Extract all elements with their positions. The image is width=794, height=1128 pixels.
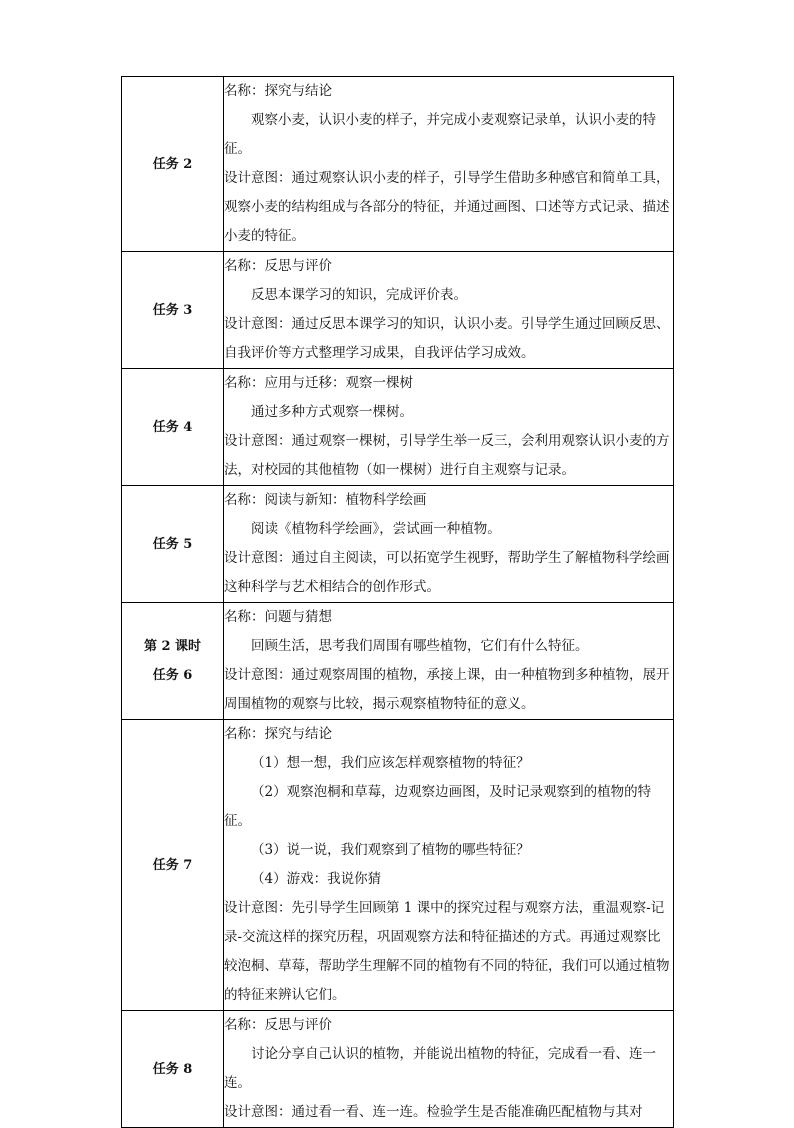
task-name: 名称：反思与评价 [224,258,332,274]
task-row [122,720,674,1011]
task-description: 讨论分享自己认识的植物，并能说出植物的特征，完成看一看、连一连。 [224,1046,656,1091]
design-intent: 设计意图：先引导学生回顾第 1 课中的探究过程与观察方法，重温观察-记录-交流这样的探究历程，巩固观察方法和特征描述的方式。再通过观察比较泡桐、草莓，帮助学生理解不同的植物有不同的特征，我们可以通过植物的特征来辨认它们。 [224,900,670,1003]
task-content-cell [224,369,674,486]
task-label: 任务 6 [152,668,193,683]
task-label-cell [122,603,224,720]
task-label-cell [122,369,224,486]
design-intent: 设计意图：通过看一看、连一连。检验学生是否能准确匹配植物与其对 [224,1104,643,1120]
task-label: 任务 2 [152,156,193,172]
task-label-cell [122,486,224,603]
task-description: 通过多种方式观察一棵树。 [251,404,413,420]
task-row [122,77,674,252]
task-label-cell [122,1011,224,1128]
design-intent: 设计意图：通过自主阅读，可以拓宽学生视野，帮助学生了解植物科学绘画这种科学与艺术相结合的创作形式。 [224,550,670,595]
task-name: 名称：应用与迁移：观察一棵树 [224,375,413,391]
task-content-cell [224,603,674,720]
task-label-cell [122,252,224,369]
task-name: 名称：探究与结论 [224,726,332,742]
task-row [122,603,674,720]
task-label: 任务 4 [152,419,193,435]
task-label-cell [122,77,224,252]
task-label: 任务 3 [152,302,193,318]
task-row [122,486,674,603]
task-description: （3）说一说，我们观察到了植物的哪些特征？ [251,842,530,858]
design-intent: 设计意图：通过观察一棵树，引导学生举一反三，会利用观察认识小麦的方法，对校园的其他植物（如一棵树）进行自主观察与记录。 [224,433,670,478]
task-description: 反思本课学习的知识，完成评价表。 [251,287,467,303]
task-label-cell [122,720,224,1011]
task-name: 名称：阅读与新知：植物科学绘画 [224,492,427,508]
task-content-cell [224,1011,674,1128]
task-description: 阅读《植物科学绘画》，尝试画一种植物。 [251,521,501,537]
task-content-cell [224,77,674,252]
task-label: 任务 5 [152,536,193,552]
task-label: 任务 7 [152,857,193,873]
task-description: （4）游戏：我说你猜 [251,871,382,887]
design-intent: 设计意图：通过观察周围的植物，承接上课，由一种植物到多种植物，展开周围植物的观察与比较，揭示观察植物特征的意义。 [224,667,670,712]
task-row [122,369,674,486]
task-content-cell [224,252,674,369]
design-intent: 设计意图：通过观察认识小麦的样子，引导学生借助多种感官和简单工具，观察小麦的结构组成与各部分的特征，并通过画图、口述等方式记录、描述小麦的特征。 [224,170,670,244]
task-description: 回顾生活，思考我们周围有哪些植物，它们有什么特征。 [251,638,589,654]
task-name: 名称：问题与猜想 [224,609,332,625]
task-description: 观察小麦，认识小麦的样子，并完成小麦观察记录单，认识小麦的特征。 [224,112,656,157]
lesson-task-table [121,76,674,1128]
task-content-cell [224,486,674,603]
task-row [122,252,674,369]
task-content-cell [224,720,674,1011]
task-label: 第 2 课时 [143,639,202,654]
task-name: 名称：探究与结论 [224,83,332,99]
task-name: 名称：反思与评价 [224,1017,332,1033]
task-label: 任务 8 [152,1061,193,1077]
task-description: （1）想一想，我们应该怎样观察植物的特征？ [251,755,530,771]
task-description: （2）观察泡桐和草莓，边观察边画图，及时记录观察到的植物的特征。 [224,784,652,829]
task-row [122,1011,674,1128]
design-intent: 设计意图：通过反思本课学习的知识，认识小麦。引导学生通过回顾反思、自我评价等方式整理学习成果，自我评估学习成效。 [224,316,670,361]
